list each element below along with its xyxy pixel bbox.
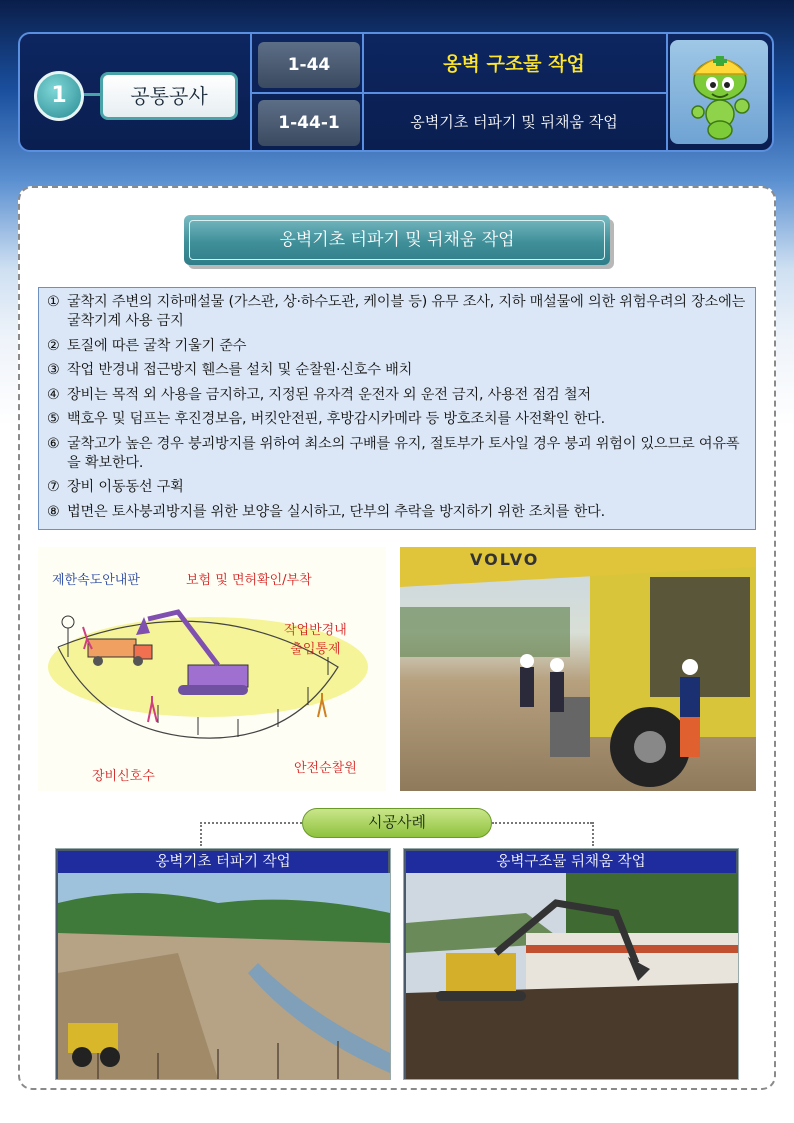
label-insurance-check: 보험 및 면허확인/부착 (186, 573, 312, 588)
header-panel (18, 32, 774, 152)
rule-item: ④ 장비는 목적 외 사용을 금지하고, 지정된 유자격 운전자 외 운전 금지, 사용전 점검 철저 (47, 386, 591, 403)
site-safety-sketch (38, 547, 386, 791)
rule-item: ① 굴착지 주변의 지하매설물 (가스관, 상·하수도관, 케이블 등) 유무 조사, 지하 매설물에 의한 위험우려의 장소에는 굴착기계 사용 금지 (47, 294, 746, 329)
section-number-badge: 1 (34, 71, 84, 121)
rule-item: ⑦ 장비 이동동선 구획 (47, 479, 184, 495)
rule-item: ② 토질에 따른 굴착 기울기 준수 (47, 337, 247, 354)
mascot-icon (670, 40, 768, 144)
page-title: 옹벽 구조물 작업 (443, 53, 585, 75)
banner-title: 옹벽기초 터파기 및 뒤채움 작업 (189, 220, 605, 260)
connector-dots (492, 822, 592, 824)
connector-line (82, 93, 102, 96)
safety-rules-box (38, 287, 756, 530)
case-left-caption: 옹벽기초 터파기 작업 (58, 851, 388, 873)
connector-dots (200, 822, 302, 824)
page-subtitle: 옹벽기초 터파기 및 뒤채움 작업 (410, 113, 618, 131)
section-name-label: 공통공사 (100, 72, 238, 120)
case-study-title: 시공사례 (302, 808, 492, 838)
label-speed-sign: 제한속도안내판 (52, 573, 140, 588)
rule-item: ⑥ 굴착고가 높은 경우 붕괴방지를 위하여 최소의 구배를 유지, 절토부가 토사일 경우 붕괴 위험이 있으므로 여유폭을 확보한다. (47, 435, 740, 471)
case-right-caption: 옹벽구조물 뒤채움 작업 (406, 851, 736, 873)
header-divider (252, 92, 666, 94)
connector-dots (592, 822, 594, 846)
label-patrol: 안전순찰원 (294, 761, 357, 776)
excavator-brand-text: VOLVO (470, 550, 540, 569)
connector-dots (200, 822, 202, 846)
label-signalman: 장비신호수 (92, 769, 155, 784)
rule-item: ③ 작업 반경내 접근방지 휀스를 설치 및 순찰원·신호수 배치 (47, 362, 413, 378)
case-photo-left (55, 848, 391, 1080)
code-sub: 1-44-1 (258, 100, 360, 146)
section-banner (184, 215, 610, 265)
rule-item: ⑧ 법면은 토사붕괴방지를 위한 보양을 실시하고, 단부의 추락을 방지하기 위한 조치를 한다. (47, 503, 605, 520)
code-main: 1-44 (258, 42, 360, 88)
rule-item: ⑤ 백호우 및 덤프는 후진경보음, 버킷안전핀, 후방감시카메라 등 방호조치를 사전확인 한다. (47, 411, 605, 427)
label-work-radius: 작업반경내 출입통제 (284, 623, 347, 657)
header-divider (666, 34, 668, 152)
case-photo-right (403, 848, 739, 1080)
excavator-photo (400, 547, 756, 791)
